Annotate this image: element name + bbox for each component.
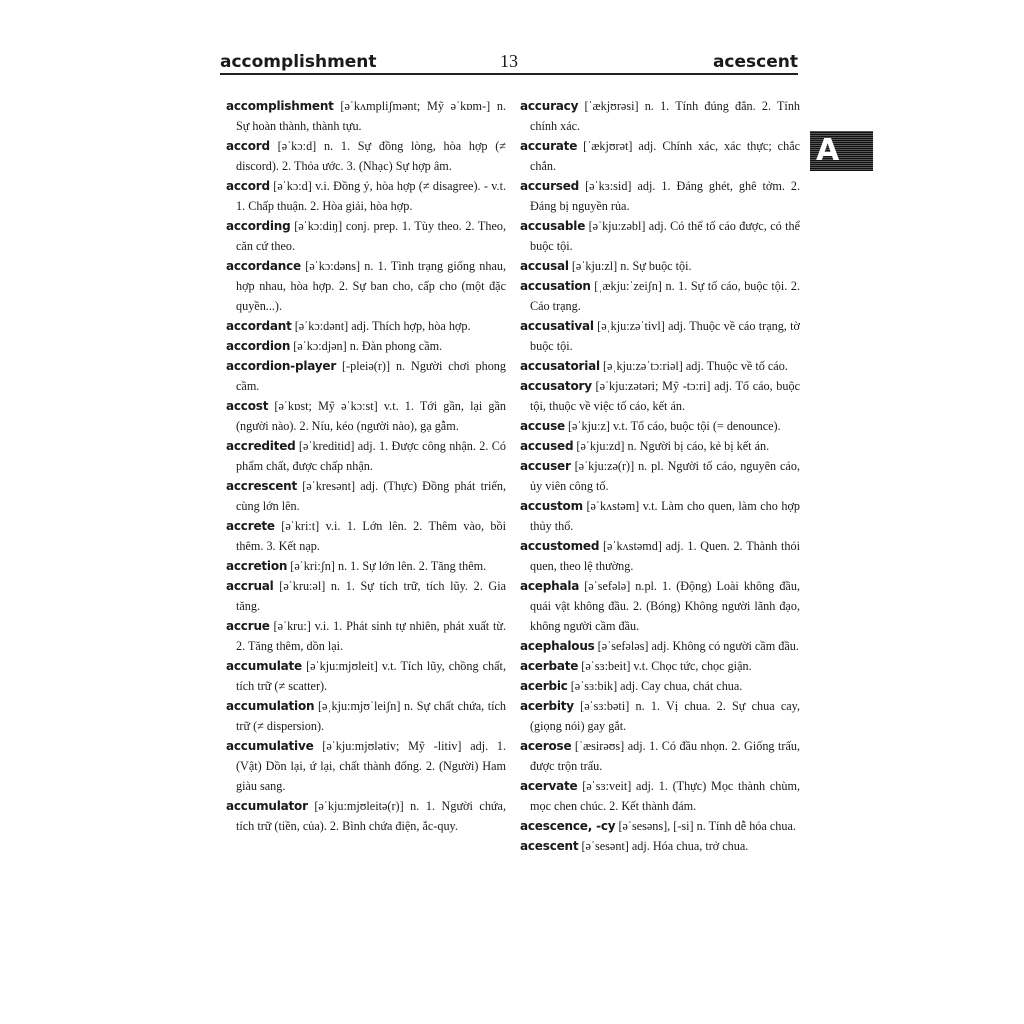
entry-definition: [əˈkɔ:dənt] adj. Thích hợp, hòa hợp.: [294, 319, 471, 333]
entry-definition: [əˈsɜ:veit] adj. 1. (Thực) Mọc thành chùm, mọc chen chúc. 2. Kết thành đám.: [530, 779, 800, 813]
entry-definition: [ˌækju:ˈzeiʃn] n. 1. Sự tố cáo, buộc tội. 2. Cáo trạng.: [530, 279, 801, 313]
entry-definition: [-pleiə(r)] n. Người chơi phong cầm.: [236, 359, 506, 393]
entry-definition: [əˈkju:mjʊleitə(r)] n. 1. Người chứa, tích trữ (tiền, của). 2. Bình chứa điện, ắc-quy.: [236, 799, 506, 833]
dictionary-entry: [520, 736, 800, 776]
entry-headword: accurate: [520, 139, 578, 153]
page-number: 13: [500, 51, 518, 71]
dictionary-entry: [520, 436, 800, 456]
entry-headword: acerbate: [520, 659, 579, 673]
entry-headword: accretion: [226, 559, 288, 573]
entry-definition: [əˈkʌstəm] v.t. Làm cho quen, làm cho hợp thủy thổ.: [530, 499, 800, 533]
entry-headword: accumulative: [226, 739, 314, 753]
entry-definition: [əˈsɜ:bəti] n. 1. Vị chua. 2. Sự chua cay, (giọng nói) gay gắt.: [530, 699, 800, 733]
dictionary-entry: [520, 536, 800, 576]
entry-headword: acerose: [520, 739, 572, 753]
dictionary-entry: [520, 276, 800, 316]
entry-definition: [əˈkɔ:dəns] n. 1. Tình trạng giống nhau, hợp nhau, hòa hợp. 2. Sự ban cho, cấp cho (một đặc quyền...).: [236, 259, 507, 313]
entry-headword: accrual: [226, 579, 274, 593]
dictionary-entry: [226, 556, 506, 576]
entry-headword: accursed: [520, 179, 580, 193]
dictionary-entry: [226, 696, 506, 736]
entry-headword: accuse: [520, 419, 565, 433]
entry-headword: accusal: [520, 259, 569, 273]
entry-definition: [əˈkju:mjʊlətiv; Mỹ -litiv] adj. 1. (Vật) Dồn lại, ứ lại, chất thành đống. 2. (Người) Ham giàu sang.: [236, 739, 506, 793]
entry-definition: [əˈsefələ] n.pl. 1. (Động) Loài không đầu, quái vật không đầu. 2. (Bóng) Không người lãnh đạo, không người cầm đầu.: [530, 579, 800, 633]
dictionary-entry: [226, 96, 506, 136]
entry-definition: [əˈkʌstəmd] adj. 1. Quen. 2. Thành thói quen, theo lệ thường.: [530, 539, 801, 573]
entry-headword: acerbic: [520, 679, 568, 693]
entry-headword: acescent: [520, 839, 579, 853]
entry-definition: [əˈkɔ:d] v.i. Đồng ý, hòa hợp (≠ disagree). - v.t. 1. Chấp thuận. 2. Hòa giải, hòa hợp.: [236, 179, 507, 213]
entry-definition: [əˈkju:zəbl] adj. Có thể tố cáo được, có thể buộc tội.: [530, 219, 801, 253]
entry-headword: accordion-player: [226, 359, 337, 373]
dictionary-entry: [226, 736, 506, 796]
dictionary-entry: [226, 396, 506, 436]
entry-headword: accord: [226, 139, 270, 153]
entry-definition: [əˈkju:zətəri; Mỹ -tɔ:ri] adj. Tố cáo, buộc tội, thuộc về việc tố cáo, kết án.: [530, 379, 801, 413]
entry-definition: [əˌkju:zəˈtɔ:riəl] adj. Thuộc về tố cáo.: [602, 359, 788, 373]
dictionary-entry: [520, 776, 800, 816]
dictionary-entry: [226, 576, 506, 616]
entry-headword: accord: [226, 179, 270, 193]
entry-headword: accuser: [520, 459, 571, 473]
header-first-word: accomplishment: [220, 52, 377, 72]
dictionary-entry: [520, 176, 800, 216]
entry-headword: accost: [226, 399, 269, 413]
dictionary-entry: [226, 316, 506, 336]
entry-headword: accrescent: [226, 479, 298, 493]
entry-definition: [əˈkɔ:djən] n. Đàn phong cầm.: [293, 339, 443, 353]
entry-headword: accusable: [520, 219, 586, 233]
entry-definition: [əˈsesənt] adj. Hóa chua, trở chua.: [581, 839, 749, 853]
entry-headword: accused: [520, 439, 574, 453]
entry-definition: [ˈækjʊrət] adj. Chính xác, xác thực; chắc chắn.: [530, 139, 801, 173]
entry-headword: accusatival: [520, 319, 594, 333]
dictionary-entry: [520, 136, 800, 176]
entry-headword: accumulate: [226, 659, 303, 673]
dictionary-entry: [226, 796, 506, 836]
dictionary-entry: [520, 376, 800, 416]
entry-headword: acephalous: [520, 639, 595, 653]
entry-definition: [əˈkju:mjʊleit] v.t. Tích lũy, chồng chất, tích trữ (≠ scatter).: [236, 659, 506, 693]
dictionary-entry: [226, 476, 506, 516]
dictionary-entry: [226, 256, 506, 316]
thumb-index-tab: A: [810, 131, 873, 171]
entry-definition: [əˈkru:əl] n. 1. Sự tích trữ, tích lũy. 2. Gia tăng.: [236, 579, 506, 613]
entry-headword: accuracy: [520, 99, 579, 113]
entry-headword: accusatorial: [520, 359, 600, 373]
dictionary-entry: [520, 656, 800, 676]
entry-definition: [əˈsesəns], [-si] n. Tính dễ hóa chua.: [618, 819, 796, 833]
entry-definition: [əˈkri:ʃn] n. 1. Sự lớn lên. 2. Tăng thêm.: [290, 559, 487, 573]
dictionary-entry: [520, 356, 800, 376]
right-column: [520, 96, 800, 856]
entry-definition: [əˌkju:mjʊˈleiʃn] n. Sự chất chứa, tích trữ (≠ dispersion).: [236, 699, 506, 733]
dictionary-entry: [520, 216, 800, 256]
dictionary-entry: [226, 176, 506, 216]
dictionary-entry: [520, 576, 800, 636]
entry-headword: acervate: [520, 779, 578, 793]
entry-headword: accumulator: [226, 799, 308, 813]
entry-definition: [əˈkju:zə(r)] n. pl. Người tố cáo, nguyên cáo, ủy viên công tố.: [530, 459, 800, 493]
dictionary-entry: [520, 256, 800, 276]
entry-definition: [əˈsefələs] adj. Không có người cầm đầu.: [597, 639, 799, 653]
entry-definition: [əˈsɜ:beit] v.t. Chọc tức, chọc giận.: [581, 659, 752, 673]
entry-definition: [əˈkru:] v.i. 1. Phát sinh tự nhiên, phát xuất từ. 2. Tăng thêm, dồn lại.: [236, 619, 507, 653]
dictionary-entry: [520, 416, 800, 436]
entry-definition: [əˈkɔ:diŋ] conj. prep. 1. Tùy theo. 2. Theo, căn cứ theo.: [236, 219, 507, 253]
entry-headword: accumulation: [226, 699, 315, 713]
entry-definition: [ˈækjʊrəsi] n. 1. Tính đúng đắn. 2. Tính chính xác.: [530, 99, 801, 133]
header-last-word: acescent: [712, 52, 798, 72]
dictionary-entry: [520, 696, 800, 736]
dictionary-entry: [226, 356, 506, 396]
entry-definition: [əˌkju:zəˈtivl] adj. Thuộc về cáo trạng, tờ buộc tội.: [530, 319, 800, 353]
entry-headword: accusation: [520, 279, 591, 293]
entry-definition: [əˈkresənt] adj. (Thực) Đồng phát triển, cùng lớn lên.: [236, 479, 506, 513]
entry-headword: acephala: [520, 579, 580, 593]
dictionary-entry: [520, 316, 800, 356]
dictionary-entry: [520, 836, 800, 856]
entry-headword: accusatory: [520, 379, 592, 393]
dictionary-entry: [520, 496, 800, 536]
entry-headword: accrete: [226, 519, 275, 533]
entry-definition: [əˈkreditid] adj. 1. Được công nhận. 2. Có phẩm chất, được chấp nhận.: [236, 439, 507, 473]
dictionary-entry: [226, 136, 506, 176]
entry-headword: acescence, -cy: [520, 819, 616, 833]
entry-headword: accordant: [226, 319, 292, 333]
entry-definition: [əˈkju:zl] n. Sự buộc tội.: [571, 259, 692, 273]
entry-definition: [ˈæsirəʊs] adj. 1. Có đầu nhọn. 2. Giống trấu, được trộn trấu.: [530, 739, 800, 773]
entry-headword: accredited: [226, 439, 296, 453]
dictionary-entry: [520, 636, 800, 656]
entry-headword: acerbity: [520, 699, 574, 713]
entry-headword: accrue: [226, 619, 270, 633]
dictionary-entry: [520, 456, 800, 496]
entry-definition: [əˈkɜ:sid] adj. 1. Đáng ghét, ghê tởm. 2. Đáng bị nguyền rủa.: [530, 179, 800, 213]
left-column: [226, 96, 506, 836]
dictionary-entry: [226, 516, 506, 556]
entry-headword: accordance: [226, 259, 301, 273]
entry-definition: [əˈkɔ:d] n. 1. Sự đồng lòng, hòa hợp (≠ discord). 2. Thỏa ước. 3. (Nhạc) Sự hợp âm.: [236, 139, 506, 173]
entry-definition: [əˈsɜ:bik] adj. Cay chua, chát chua.: [570, 679, 743, 693]
entry-headword: accomplishment: [226, 99, 334, 113]
entry-definition: [əˈkri:t] v.i. 1. Lớn lên. 2. Thêm vào, bồi thêm. 3. Kết nạp.: [236, 519, 507, 553]
dictionary-entry: [226, 616, 506, 656]
entry-definition: [əˈkɒst; Mỹ əˈkɔ:st] v.t. 1. Tới gần, lại gần (người nào). 2. Níu, kéo (người nào), gạ gẫm.: [236, 399, 506, 433]
header-rule: [220, 73, 798, 75]
dictionary-entry: [520, 816, 800, 836]
entry-definition: [əˈkju:zd] n. Người bị cáo, kẻ bị kết án.: [576, 439, 770, 453]
entry-headword: accustom: [520, 499, 583, 513]
dictionary-entry: [226, 336, 506, 356]
dictionary-entry: [520, 96, 800, 136]
entry-headword: accordion: [226, 339, 291, 353]
entry-definition: [əˈkʌmpliʃmənt; Mỹ əˈkɒm-] n. Sự hoàn thành, thành tựu.: [236, 99, 506, 133]
entry-definition: [əˈkju:z] v.t. Tố cáo, buộc tội (= denounce).: [568, 419, 781, 433]
page-header: [220, 44, 798, 72]
dictionary-entry: [226, 216, 506, 256]
entry-headword: accustomed: [520, 539, 600, 553]
entry-headword: according: [226, 219, 291, 233]
dictionary-entry: [226, 436, 506, 476]
dictionary-entry: [520, 676, 800, 696]
dictionary-entry: [226, 656, 506, 696]
